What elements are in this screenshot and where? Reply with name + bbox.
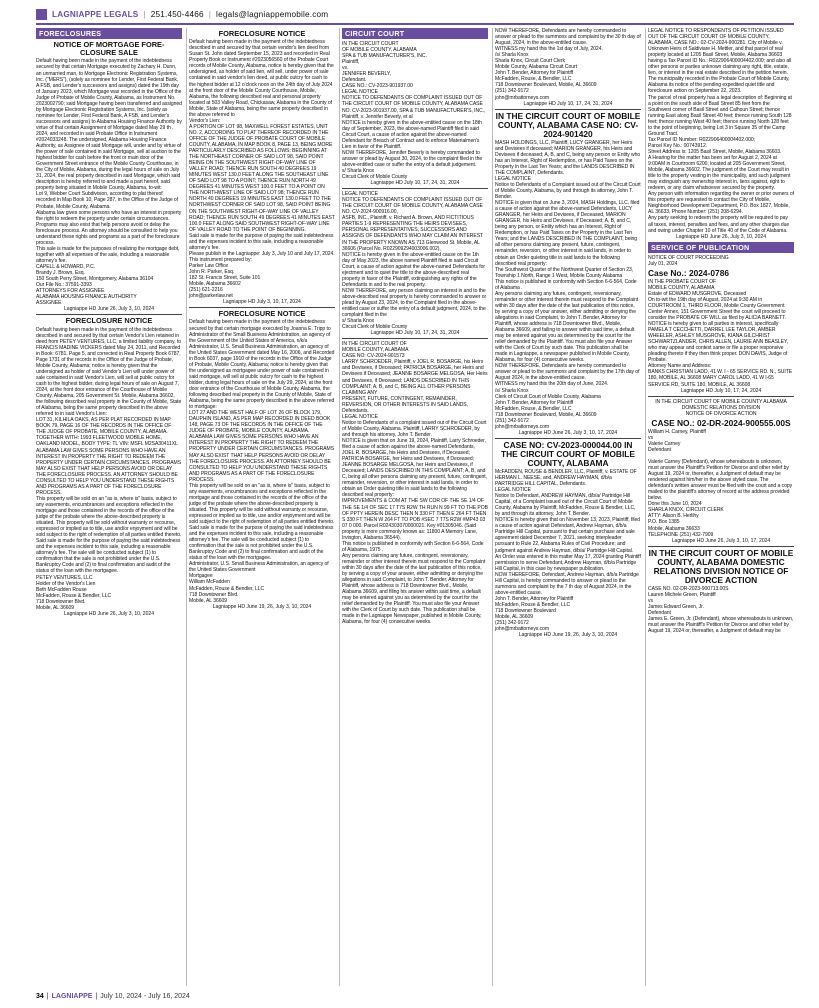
footer-dates: July 10, 2024 - July 16, 2024 (100, 993, 190, 1000)
notice-divider (648, 546, 794, 547)
notice-divider (342, 338, 488, 339)
notice-title: FORECLOSURE NOTICE (65, 316, 153, 326)
page-number: 34 (36, 993, 44, 1000)
publication-line: Lagniappe HD June 19, 26, July 3, 10, 2024 (212, 603, 312, 610)
notice-body: IN THE CIRCUIT COURT OF MOBILE COUNTY, ALABAMA CASE NO: CV-2024-901573 LARRY SCHROEDER, Plaintiff, v JOEL R. BOSARGE, his Heirs and Devisees, if Deceased; PATRICIA BOSARGE, her Heirs and Devisees if Deceased; JEANNE BOSARGE MELGOSA, Her Heirs and Devisees, if Deceased; LANDS DESCRIBED IN THIS COMPLAINT; A, B, and C, BEING ALL OTHER PERSONS CLAIMING ANY PRESENT, FUTURE, CONTINGENT, REMAINDER, REVERSION, OR OTHER INTERESTS IN SAID LANDS, Defendants. LEGAL NOTICE Notice to Defendants of a complaint issued out of the Circuit Court of Mobile County, Alabama. Plaintiff, LARRY SCHROEDER, by and through his attorney, John T. Bender. NOTICE is given that on June 19, 2024, Plaintiff, Larry Schroeder, filed a cause of action against the above-named Defendants, JOEL R. BOSARGE, his Heirs and Devisees, if Deceased; PATRICIA BOSARGE, her Heirs and Devisees, if Deceased; JEANNE BOSARGE MELGOSA, her Heirs and Devisees, if Deceased; LANDS DESCRIBED IN THIS COMPLAINT; A, B, and C, being all other persons claiming any present, future, contingent, remainder, reversion, or other interest in said lands, in order to obtain an Order quieting title in said lands to the following described real property: IMPROVEMENTS & COM AT THE SW COR OF THE SE 1/4 OF THE SE 1/4 OF SEC 17 T7S R2W TH RUN N 99 FT TO THE POB OF PPTY HEREIN DESC THEN N 330 FT THEN E 264 FT THEN S 330 FT THEN W 264 FT TO POB #SEC 7 T7S R2W #MP43 03 07 0 000. Parcel R024303070000021. Key #01305046. (Said property is more commonly known as: 11800 A Memory Lane, Irvington, Alabama 36544). This notice is published in conformity with Section 6-6-564, Code of Alabama, 1975 . Any persons claiming any future, contingent, reversionary, remainder or other interest therein must respond to the Complaint within 30 days after the date of the last publication of this notice, by serving a copy of your answer, either admitting or denying the allegations in said Complaint, to John T. Bender, Attorney for Plaintiff, whose address is 718 Downtowner Blvd., Mobile, Alabama 36609, and filing his answer within said time, a default may be entered against you as determined by the court for the relief demanded by the Plaintiff. You must also file your Answer with the Clerk of Court by such date. This publication shall be made in the Lagniappe Newspaper, published in Mobile County, Alabama, for four (4) consecutive weeks. (342, 341, 488, 626)
notice-body: Default having been made in the payment of the indebtedness described in and secured by that certain Vendor's Lien retained in deed from PETEY VENTURES, LLC, a limited liability company, to FRANCIS MADINE VICKERS dated May 24, 2011, and Recorded in Book: 6781, Page 5, and corrected in Real Property Book 6787, Page 1731 of the records in the Office of the Judge of Probate, Mobile County, Alabama; notice is hereby given that the undersigned as holder of said Vendor's Lien will under power of sale contained in said Vendor's Lien, will sell at public outcry for cash to the highest bidder, during legal hours of sale on August 7, 2024, at the front door entrance of the Courthouse of Mobile County, Alabama, 205 Government St. Mobile, Alabama 36602, the following described real property in the County of Mobile, State of Alabama, being the same property described in the above referred to in said Vendor's Lien: LOT 31, KILHILA OAKS, AS PER PLAT RECORDED IN MAP BOOK 79, PAGE 16 OF THE RECORDS IN THE OFFICE OF THE JUDGE OF PROBATE, MOBILE COUNTY, ALABAMA. TOGETHER WITH: 1993 FLEETWOOD MOBILE HOME, OAKLAND MODEL, BODY TYPE: TL VIN: MSFL M2SA30411XL ALABAMA LAW GIVES SOME PERSONS WHO HAVE AN INTEREST IN PROPERTY THE RIGHT TO REDEEM THE PROPERTY UNDER CERTAIN CIRCUMSTANCES. PROGRAMS MAY ALSO EXIST THAT HELP PERSONS AVOID OR DELAY THE FORECLOSURE PROCESS. AN ATTORNEY SHOULD BE CONSULTED TO HELP YOU UNDERSTAND THESE RIGHTS AND PROGRAMS AS A PART OF THE FORECLOSURE PROCESS. This property will be sold on an "as is, where is" basis, subject to any easements, encumbrances and exceptions reflected in the mortgage and those contained in the records of the office of the judge of the probate where the above-described property is situated. This property will be sold without warranty or recourse, expressed or implied as to title, use and/or enjoyment and will be sold subject to the right of redemption of all parties entitled thereto. Said sale is made for the purpose of paying the said indebtedness and the expenses incident to this sale, including a reasonable attorney's fee. The sale will be conducted subject (1) to confirmation that the sale is not prohibited under the U.S. Bankruptcy Code and (2) to final confirmation and audit of the status of the loan with the mortgagee. PETEY VENTURES, LLC Holder of the Vendor's Lien Beth McFadden Rouse McFadden, Rouse & Bendler, LLC 718 Downtowner Blvd. Mobile, AL 36609 (36, 326, 182, 611)
notice-body: CASE NO. 02-DR-2023-900713.00S Lauren Michele Green, Plaintiff vs James Edward Green, Jr. Defendant James E. Green, Jr. (Defendant), whose whereabouts is unknown, must answer the Plaintiff's Petition for Divorce and other relief by August 19, 2024 or, thereafter, a Judgment of default may be (648, 585, 794, 634)
footer-brand: LAGNIAPPE (51, 993, 93, 1000)
publication-line: Lagniappe HD July 10, 17, 24, 31, 2024 (370, 180, 460, 187)
publication-line: Lagniappe HD July 10, 17, 24, 31, 2024 (523, 100, 613, 107)
notice-divider (342, 188, 488, 189)
notice-body: MASH HOLDINGS, LLC, Plaintiff, LUCY GRANGER, her Heirs and Devisees if deceased; MARION GRANGER, his Heirs and Devisees if deceased; A, B, and C, being any person or Entity who has an Interest, Right of Redemption, or has Paid Taxes on the Property in the Last Ten Years; and the LANDS DESCRIBED IN THE COMPLAINT, Defendants. LEGAL NOTICE Notice to Defendants of a Complaint issued out of the Circuit Court of Mobile County, Alabama, by and through its attorney, John T. Bender. NOTICE is given that on June 3, 2024, MASH Holdings, LLC, filed a cause of action against the above-named Defendants, LUCY GRANGER, her Heirs and Devisees, if Deceased, MARION GRANGER, his Heirs and Devisees, if Deceased; A, B, and C, being any person, or Entity which has an Interest, Right of Redemption, or has Paid Taxes on the Property in the Last Ten Years; and the LANDS DESCRIBED IN THE COMPLAINT, being all other persons claiming any present, future, contingent, remainder, reversion, or other interest in said lands, in order to obtain an Order quieting title in said lands to the following described real property: The Southwest Quarter of the Northwest Quarter of Section 23, Township 1 North, Range 1 West, Mobile County Alabama This notice is published in conformity with Section 6-6-564, Code of Alabama . Any persons claiming any future, contingent, reversionary, remainder or other interest therein must respond to the Complaint within 30 days after the date of the last publication of this notice, by serving a copy of your answer, either admitting or denying the allegations in said Complaint, to John T. Bender, Attorney for Plaintiff, whose address is 718 Downtowner Blvd., Mobile, Alabama 36609, and failing to answer within said time, a default may be entered against you as determined by the court for the relief demanded by the Plaintiff. You must also file your Answer with the Clerk of Court by such date. This publication shall be made in Lagniappe, a newspaper published in Mobile County, Alabama, for four (4) consecutive weeks. NOW THEREFORE, Defendants are hereby commanded to answer or plead to the summons and complaint by the 17th day of August 2024, in the above-entitled cause. WITNESS my hand this the 20th day of June, 2024. /s/ Sharla Knox Clerk of Circuit Court of Mobile County, Alabama John T. Bender, Attorney for Plaintiff McFadden, Rouse, & Bendler, LLC 718 Downtowner Boulevard, Mobile, AL 36609 (251) 342-9172 john@mrbattorneys.com (495, 139, 641, 430)
header-rule (36, 23, 794, 25)
page-footer (36, 993, 190, 1000)
publication-line: Lagniappe HD June 26, July 3, 10, 2024 (63, 610, 155, 617)
footer-separator: | (46, 993, 49, 1000)
page-header (36, 8, 794, 21)
section-square-icon (36, 9, 47, 20)
header-separator: | (208, 10, 212, 19)
notice-title: Case No.: 2024-0786 (648, 267, 730, 278)
notice-title: IN THE CIRCUIT COURT OF MOBILE COUNTY, ALABAMA DOMESTIC RELATIONS DIVISION NOTICE OF DIVORCE ACTION (648, 547, 794, 585)
category-label: CIRCUIT COURT (342, 28, 488, 39)
column-4 (492, 28, 641, 986)
publication-line: Lagniappe HD June 26, July 3, 10, 17, 2024 (671, 537, 771, 544)
publication-line: Lagniappe HD June 26, July 3, 10, 2024 (675, 233, 767, 240)
notice-body: NOW THEREFORE, Defendants are hereby commanded to answer or plead to the summons and complaint by the 30 th day of August, 2024, in the above-entitled cause. WITNESS my hand this the 1st day of July, 2024. /s/ Sharla Knox Sharla Knox, Circuit Court Clerk Mobile County, Alabama Circuit Court John T. Bender, Attorney for Plaintiff McFadden, Rouse, & Bendler, LLC 718 Downtowner Boulevard, Mobile, AL 36609 (251) 342-9172 john@mrbattorneys.com (495, 28, 641, 101)
category-label: FORECLOSURES (36, 28, 182, 39)
publication-line: Lagniappe HD June 19, 26, July 3, 10, 2024 (518, 632, 618, 639)
notice-body: LEGAL NOTICE TO RESPONDENTS OF PETITION ISSUED OUT OF THE CIRCUIT COURT OF MOBILE COUNTY, ALABAMA, CASE NO.: 02-CV-2024-900281. City of Mobile v. Unknown Heirs of Saldiviare H. Mettler, and that parcel of real property located at 1205 Basil Street, Mobile, Alabama 36603 having a Tax Parcel ID No.: R022906400004402.000; and also all other persons or parties unknown claiming any right, title, estate, lien, or interest in the real estate described in the petition herein. The municipality recorded in the Probate Court of Mobile County, Alabama its notice of the pending expedited quiet title and foreclosure action on September 22, 2023. The parcel of real property has a legal description of: Beginning at a point on the south side of Basil Street 85 feet from the Southwest corner of Basil Street and Calhoun Street; thence running East along Basil Street 40 feet; thence running South 128 feet; thence running West 40 feet; thence running North 128 feet to the point of beginning, being Lot 3 in Square 35 of the Camp Ground Tract. Tax Parcel ID Number: R022906400004402.000; Parcel Key No.: 00743912. Street Address is: 1205 Basil Street, Mobile, Alabama 36603. A Hearing for the matter has been set for August 2, 2024 at 9:00AM in Courtroom 6200, located at 205 Government Street, Mobile, Alabama 36602. The judgment of the Court may result in title to the property vesting in the municipality, and such judgment may extinguish any ownership interest in, liens against, right to redeem, or any claim whatsoever secured by the property. Any person with information regarding the owner or prior owners of this property are requested to contact the City of Mobile, Neighborhood Development Department, P.O. Box 1827, Mobile, AL 36633, Phone Number: (251) 208-6294. Any party seeking to redeem the property will be required to pay all taxes, interest, penalties and fees, and any other charges due and owing under Chapter 10 of Title 40 of the Code of Alabama. (648, 28, 794, 234)
publication-line: Lagniappe HD July 3, 10, 17, 2024 (223, 299, 301, 306)
publication-line: Lagniappe HD June 26, July 3, 10, 17, 2024 (518, 429, 618, 436)
header-phone: 251.450-4466 (150, 10, 204, 19)
column-5 (645, 28, 794, 986)
footer-separator: | (95, 993, 98, 1000)
notice-divider (648, 396, 794, 397)
notice-body: Default having been made in the payment of the indebtedness described in and secured by that certain vendor's lien deed from Susan St. John dated September 15, 2023 and recorded in Real Property Book or Instrument #2023056560 of the Probate Court records of Mobile County, Alabama, notice is hereby given that the undersigned, as holder of said lien, will sell, under power of sale contained in said vendor's lien deed, at public outcry for cash to the highest bidder at 12 o'clock noon on the 24th day of July 2024 at the front door of the Mobile County Courthouse, Mobile, Alabama, the following described real and personal property located at 503 Valley Road, Chickasaw, Alabama in the County of Mobile, State of Alabama, being the same property described in the above referred to Vendor's Lien: A PORTION OF LOT 98, MAXWELL FOREST ESTATES, UNIT NO. 2, ACCORDING TO PLAT THEREOF RECORDED IN THE OFFICE OF THE JUDGE OF PROBATE COURT OF MOBILE COUNTY, ALABAMA, IN MAP BOOK 8, PAGE 13, BEING MORE PARTICULARLY DESCRIBED AS FOLLOWS: BEGINNING AT THE NORTHEAST CORNER OF SAID LOT 98, SAID POINT BEING ON THE SOUTHWEST RIGHT-OF-WAY LINE OF VALLEY ROAD; THENCE RUN SOUTH 40 DEGREES 19 MINUTES WEST 130.0 FEET ALONG THE SOUTHEAST LINE OF SAID LOT 98 TO A POINT; THENCE RUN NORTH 49 DEGREES 41 MINUTES WEST 100.0 FEET TO A POINT ON THE NORTHWEST LINE OF SAID LOT 98; THENCE RUN NORTH 40 DEGREES 19 MINUTES EAST 130.0 FEET TO THE NORTHWEST CORNER OF SAID LOT 98, SAID POINT BEING ON THE SOUTHWEST RIGHT-OF-WAY LINE OF VALLEY ROAD; THENCE RUN SOUTH 49 DEGREES 41 MINUTES EAST 100.0 FEET ALONG SAID SOUTHWEST RIGHT-OF-WAY LINE OF VALLEY ROAD TO THE POINT OF BEGINNING. Said sale is made for the purpose of paying the said indebtedness and the expenses incident to this sale, including a reasonable attorney's fee. Please publish in the Lagniappe: July 3, July 10 and July 17, 2024. This instrument prepared by: Parker Law Office John R. Parker, Esq. 182 St. Francis Street, Suite 101 Mobile, Alabama 36602 (251) 621-2216 john@parkerlaw.net (189, 39, 335, 300)
notice-title: FORECLOSURE NOTICE (218, 309, 306, 319)
notice-header: IN THE CIRCUIT COURT OF MOBILE COUNTY ALABAMA DOMESTIC RELATIONS DIVISION NOTICE OF DIVORCE ACTION (655, 398, 787, 417)
column-1 (36, 28, 182, 986)
notice-title: IN THE CIRCUIT COURT OF MOBILE COUNTY, ALABAMA CASE NO: CV-2024-901420 (495, 110, 641, 139)
notice-body: LEGAL NOTICE NOTICE TO DEFENDANTS OF COMPLAINT ISSUED OUT OF THE CIRCUIT COURT OF MOBILE COUNTY, ALABAMA CASE NO. CV-2024-900916.00, ASFB, INC., Plaintiff, v. Richard A. Brown, AND FICTITIOUS PARTIES 1-9 REPRESENTING THE HEIRS DEVISEES, PERSONAL REPRESENTATIVES, SUCCESSORS AND ASSIGNS OF DEFENDANTS WHO MAY CLAIM AN INTEREST IN THE PROPERTY KNOWN AS 713 Glenwood St. Mobile, AL 36606 (Parcel No. R022909294003006.002), NOTICE is hereby given in the above-entitled cause on the 1th day of May 2023, the above named Plaintiff filed in said Circuit Court, a cause of action against the above-named Defendants for ejectment and to quiet the title to the above-described real property in favor of the Plaintiff, extinguishing any rights of the Defendants in and to the real property. NOW THEREFORE, any person claiming an interest in and to the above-described real property is hereby commanded to answer or plead by August 23, 2024, to the Complaint filed in the above-entitled case or suffer the entry of a default judgment, 2024, to the complaint filed in the s/ Sharla Knox Circuit Clerk of Mobile County (342, 191, 487, 331)
notice-body: NOTICE OF COURT PROCEEDING July 01, 2024 (648, 254, 729, 267)
column-2 (186, 28, 335, 986)
notice-body: IN THE PROBATE COURT OF MOBILE COUNTY, ALABAMA Estate of EDWARD MUSGROVE, Deceased On to-wit the 19th day of August, 2024 at 9:30 AM in COURTROOM 1, THIRD FLOOR, Mobile County Government Center Annex, 151 Government Street the court will proceed to consider the PROBATE OF WILL as filed by ALICIA BARNETT. NOTICE is hereby given to all parties in interest, specifically PAMELA T CECCHETTI, DARREL LEE TAYLOR, AMBER WHEELER, ASHLEY MUSGROVE, KIANA GILCHRIST SCHWARTZLANDER, CHRIS ALLEN, LAURIE ANN BEASLEY, who may appear and contest same or file a proper responsive pleading thereto if they then think proper. DON DAVIS, Judge of Probate. Attorney Name and Address: BANKS CHRISTIAN LADD, 41 W. I - 65 SERVICE RD. N., SUITE 180, MOBILE, AL 36608 MARY CAROL LADD, 41 W I-65 SERVICE RD, SUITE 180, MOBILE, AL 36608 (648, 278, 793, 388)
notice-title: CASE NO.: 02-DR-2024-900555.00S (651, 417, 791, 428)
notice-divider (189, 307, 335, 308)
header-separator: | (143, 10, 146, 19)
column-3 (339, 28, 488, 986)
header-email[interactable]: legals@lagniappemobile.com (216, 10, 329, 19)
notice-body: Default having been made in the payment of the indebtedness secured by that certain mortgage executed by Joanna E. Tripp to Administrator of the Small Business Administration, an agency of the Government of the United States of America, n/k/a Administrator, U.S. Small Business Administration, an agency of the United States Government dated May 16, 2006, and Recorded in Book 6037, page 1910 of the records in the Office of the Judge of Probate, Mobile County, Alabama; notice is hereby given that the undersigned as mortgagee under power of sale contained in said mortgage, will sell at public outcry for cash to the highest bidder, during legal hours of sale on the July 29, 2024, at the front door entrance of the Courthouse of Mobile County, Alabama, the following described real property in the County of Mobile, State of Alabama, being the same property described in the above referred to mortgage: LOT 27 AND THE WEST HALF OF LOT 26 OF BLOCK 179, DAUPHIN ISLAND, AS PER MAP RECORDED IN DEED BOOK 148, PAGE 73 OF THE RECORDS IN THE OFFICE OF THE JUDGE OF PROBATE, MOBILE COUNTY, ALABAMA. ALABAMA LAW GIVES SOME PERSONS WHO HAVE AN INTEREST IN PROPERTY THE RIGHT TO REDEEM THE PROPERTY UNDER CERTAIN CIRCUMSTANCES. PROGRAMS MAY ALSO EXIST THAT HELP PERSONS AVOID OR DELAY THE FORECLOSURE PROCESS. AN ATTORNEY SHOULD BE CONSULTED TO HELP YOU UNDERSTAND THESE RIGHTS AND PROGRAMS AS A PART OF THE FORECLOSURE PROCESS. This property will be sold on an "as is, where is" basis, subject to any easements, encumbrances and exceptions reflected in the mortgage and those contained in the records of the office of the judge of the probate where the above-described property is situated. This property will be sold without warranty or recourse, expressed or implied as to title, use and/or enjoyment and will be sold subject to the right of redemption of all parties entitled thereto. Said sale is made for the purpose of paying the said indebtedness and the expenses incident to this sale, including a reasonable attorney's fee. The sale will be conducted subject (1) to confirmation that the sale is not prohibited under the U.S. Bankruptcy Code and (2) to final confirmation and audit of the status of the loan with the mortgagee. Administrator, U.S. Small Business Administration, an agency of the United States Government Mortgagee William McFadden McFadden, Rouse & Bendler, LLC 718 Downtowner Blvd. Mobile, AL 36609 (189, 319, 335, 604)
publication-line: Lagniappe HD July 10, 17, 24, 31, 2024 (370, 330, 460, 337)
notice-body: William H. Carney, Plaintiff vs Valerie Carney Defendant Valerie Carney (Defendant), whose whereabouts is unknown, must answer the Plaintiff's Petition for Divorce and other relief by August 19, 2024 or, thereafter, a Judgment of default may be rendered against him/her in the above styled case. The defendant's written answer must be filed with the court and a copy mailed to the plaintiff's attorney of record at the address provided below. Done this June 10, 2024 SHARLA KNOX, CIRCUIT CLERK ATTY: Alison B. Herlihy P.O. Box 1385 Mobile, Alabama 36633 TELEPHONE (251) 432-7909 (648, 428, 793, 538)
publication-line: Lagniappe HD June 26, July 3, 10, 2024 (63, 306, 155, 313)
notice-title: NOTICE OF MORTGAGE FORE-CLOSURE SALE (53, 40, 165, 58)
notice-columns (36, 28, 794, 986)
publication-line: Lagniappe HD July 10, 17, 24, 2024 (680, 387, 762, 394)
category-label: SERVICE OF PUBLICATION (648, 242, 794, 253)
header-brand: LAGNIAPPE LEGALS (52, 10, 139, 19)
notice-divider (36, 314, 182, 315)
notice-divider (495, 438, 641, 439)
notice-title: FORECLOSURE NOTICE (218, 29, 306, 38)
notice-body: Default having been made in the payment of the indebtedness secured by that certain Mortgage executed by Zachary H. Dunn, an unmarried man, to Mortgage Electronic Registration Systems, Inc. ("MERS"), (solely as nominee for Lender, First Federal Bank, A FSB, and Lender's successors and assigns) dated the 19th day of January 2023, which Mortgage was recorded in the Office of the Judge of Probate of Mobile County, Alabama, as Instrument No. 2023002790; said Mortgage having been transferred and assigned by Mortgage Electronic Registration Systems, Inc. (solely as nominee for Lender, First Federal Bank, A FSB, and Lender's successors and assigns) to Alabama Housing Finance Authority by virtue of that certain Assignment of Mortgage dated May 29 th , 2024, and recorded in said Probate Office in Instrument #2024033248. The undersigned, Alabama Housing Finance Authority, as Assignee of said Mortgage will, under and by virtue of the power of sale contained in said Mortgage, sell at auction to the highest bidder for cash before the front or main door of the Government Street entrance of the Mobile County Courthouse, in the City of Mobile, Alabama, during the legal hours of sale on July 31, 2024, the real property described in said Mortgage, which said description is hereby referred to and made a part hereof, said property being situated in Mobile County, Alabama, to-wit: Lot 9, Webber Court Subdivision, according to plat thereof recorded in Map Book 10, Page 287, in the Office of the Judge of Probate, Mobile County, Alabama. Alabama law gives some persons who have an interest in property the right to redeem the property under certain circumstances. Programs may also exist that help persons avoid or delay the foreclosure process. An attorney should be consulted to help you understand these rights and programs as a part of the foreclosure process. This sale is made for the purposes of realizing the mortgage debt, together with all expenses of the sale, including a reasonable attorney's fee. CAPELL & HOWARD, P.C. Brandy J. Brown, Esq. 150 South Perry Street, Montgomery, Alabama 36104 Our File No.: 37591-3393 ATTORNEYS FOR ASSIGNEE ALABAMA HOUSING FINANCE AUTHORITY ASSIGNEE (36, 58, 182, 307)
notice-body: McFADDEN, ROUSE & BENDLER, LLC, Plaintiff, v. ESTATE OF HERMAN L. NEESE, and, ANDREW HAYMAN, d/b/a PARTRIDGE HILL CAPITAL, Defendants. LEGAL NOTICE Notice to Defendant, ANDREW HAYMAN, d/b/a/ Partridge Hill Capital, of a Complaint issued out of the Circuit Court of Mobile County, Alabama by Plaintiff, McFadden, Rouse & Bendler, LLC, by and through its attorney, John T. Bender. NOTICE is hereby given that on November 13, 2023, Plaintiff, filed a cause of action against Defendant, Andrew Hayman, d/b/a Partridge Hill Capital, pursuant to that certain purchase and sale agreement dated December 7, 2021, seeking interpleader pursuant to Rule 22, Alabama Rules of Civil Procedure; and judgment against Andrew Hayman, d/b/a/ Partridge Hill Capital. An Order was entered in this matter May 17, 2024 granting Plaintiff permission to serve Defendant, Andrew Hayman, d/b/a Partridge Hill Capital, in this case by newspaper publication. NOW THEREFORE, Defendant, Andrew Hayman, d/b/a Partridge Hill Capital, is hereby commanded to answer or plead to the summons and complaint by the 7 th day of August 2024, in the above-entitled cause. John T. Bender, Attorney for Plaintiff McFadden, Rouse & Bendler, LLC 718 Downtowner Boulevard Mobile, AL 36609 (251) 342-9172 john@mrbattorneys.com (495, 468, 641, 633)
notice-title: CASE NO: CV-2023-000044.00 IN THE CIRCUIT COURT OF MOBILE COUNTY, ALABAMA (501, 439, 635, 468)
notice-divider (495, 109, 641, 110)
notice-body: IN THE CIRCUIT COURT OF MOBILE COUNTY, ALABAMA SPA & TUB MANUFACTURER'S, INC. Plaintiff, vs. JENNIFER BEVERLY, Defendant. CASE NO.: CV-2023-901937.00 LEGAL NOTICE NOTICE TO DEFENDANTS OF COMPLAINT ISSUED OUT OF THE CIRCUIT COURT OF MOBILE COUNTY, ALABAMA CASE NO. CV-2023-901937.00, SPA & TUB MANUFACTURER'S, INC., Plaintiff, v. Jennifer Beverly, et al NOTICE is hereby given in the above-entitled cause on the 18th day of September, 2023, the above-named Plaintiff filed in said Circuit Court, a cause of action against the above-named Defendant for Breach of Contract and to enforce Materialmen's Lien in favor of the Plaintiff. NOW THEREFORE, Jennifer Beverly is hereby commanded to answer or plead by August 30, 2024, to the complaint filed in the above-entitled case or suffer the entry of a default judgement. s/ Sharla Knox Circuit Clerk of Mobile County (342, 41, 486, 181)
